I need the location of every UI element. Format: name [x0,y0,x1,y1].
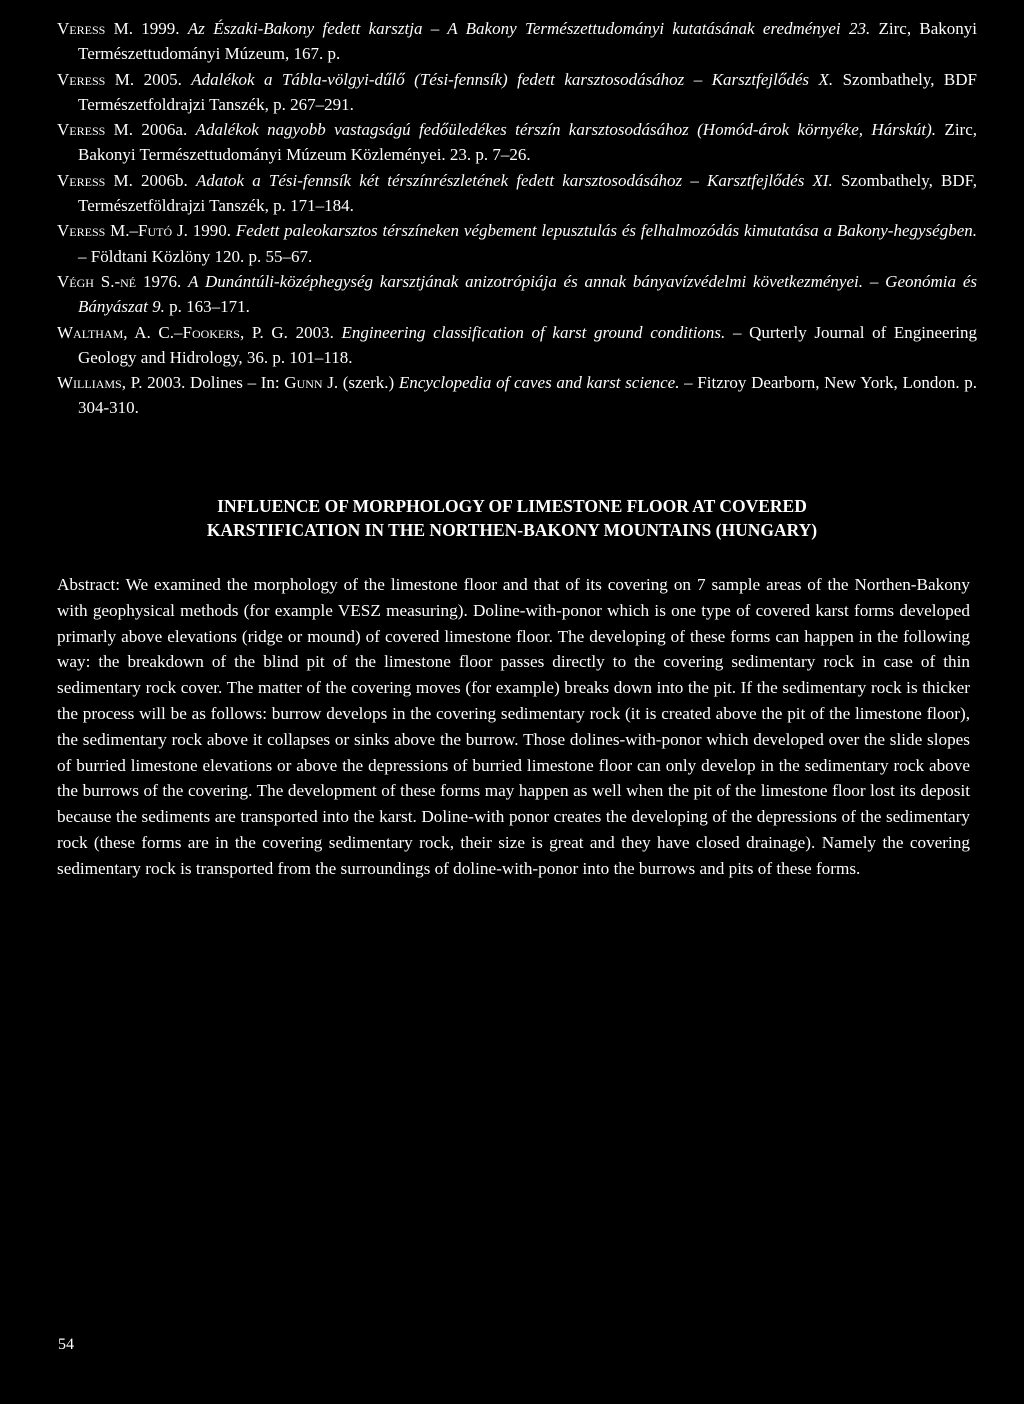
reference-authors: Veress M.–Futó J. [57,221,188,241]
reference-source: Zirc, Bakonyi Természettudományi Múzeum Közleményei. 23. p. 7–26. [78,120,977,165]
reference-source: – Földtani Közlöny 120. p. 55–67. [78,246,313,266]
reference-item [57,67,977,118]
reference-editor-note: (szerk.) [338,373,399,393]
reference-item [57,218,977,269]
reference-year: 1999. [132,19,188,38]
reference-authors: Waltham, A. C.–Fookers, P. G. [57,322,288,342]
reference-item [57,16,977,67]
reference-year: 1976. [136,271,189,291]
page-number: 54 [58,1336,74,1353]
reference-year: 1990. [187,221,236,241]
reference-item [57,168,977,219]
reference-authors: Veress M. [57,120,134,140]
abstract-paragraph: Abstract: We examined the morphology of the limestone floor and that of its covering on 7 sample areas of the Northen-Bakony with geophysical methods (for example VESZ measuring). Doline-with-ponor which is one type of covered karst forms developed primarly above elevations (ridge or mound) of covered limestone floor. The developing of these forms can happen in the following way: the breakdown of the blind pit of the limestone floor passes directly to the covering sedimentary rock in case of thin sedimentary rock cover. The matter of the covering moves (for example) breaks down into the pit. If the sedimentary rock is thicker the process will be as follows: burrow develops in the covering sedimentary rock (it is created above the pit of the limestone floor), the sedimentary rock above it collapses or sinks above the burrow. Those dolines-with-ponor which developed over the slide slopes of burried limestone elevations or above the depressions of burried limestone floor can only develop in the sedimentary rock above the burrows of the covering. The development of these forms may happen as well when the pit of the limestone floor lost its deposit because the sediments are transported into the karst. Doline-with ponor creates the developing of the depressions of the sedimentary rock (these forms are in the covering sedimentary rock, their size is great and they have closed drainage). Namely the covering sedimentary rock is transported from the surroundings of doline-with-ponor into the burrows and pits of these forms. [57,575,970,878]
reference-title: Adalékok a Tábla-völgyi-dűlő (Tési-fennsík) fedett karsztosodásához – Karsztfejlődés X. [191,69,834,89]
reference-year: 2003. Dolines – In: [142,373,285,393]
reference-source: Szombathely, BDF Természetfoldrajzi Tanszék, p. 267–291. [78,69,978,114]
reference-source: – Qurterly Journal of Engineering Geology and Hidrology, 36. p. 101–118. [78,322,977,367]
reference-source: – Fitzroy Dearborn, New York, London. p. 304-310. [78,373,978,418]
reference-authors: Veress M. [57,170,133,190]
reference-year: 2003. [287,322,342,342]
reference-title: Adatok a Tési-fennsík két térszínrészletének fedett karsztosodásához – Karsztfejlődés XI. [195,170,833,190]
reference-authors: Végh S.-né [57,271,137,291]
reference-title: Fedett paleokarsztos térszíneken végbement lepusztulás és felhalmozódás kimutatása a Bakony-hegységben. [235,221,978,241]
reference-authors: Veress M. [57,19,133,38]
reference-list [57,16,977,421]
reference-title: Az Északi-Bakony fedett karsztja – A Bakony Természettudományi kutatásának eredményei 23. [187,19,871,38]
reference-year: 2006b. [132,170,196,190]
article-heading: INFLUENCE OF MORPHOLOGY OF LIMESTONE FLOOR AT COVERED KARSTIFICATION IN THE NORTHEN-BAKONY MOUNTAINS (HUNGARY) [206,496,818,540]
reference-source: Zirc, Bakonyi Természettudományi Múzeum, 167. p. [78,19,978,64]
reference-authors: Veress M. [57,69,135,89]
reference-title: Encyclopedia of caves and karst science. [398,373,680,393]
reference-item [57,117,977,168]
reference-source: p. 163–171. [164,297,250,317]
reference-editor: Gunn J. [284,373,339,393]
reference-source: Szombathely, BDF, Természetföldrajzi Tanszék, p. 171–184. [78,170,977,216]
reference-item [57,370,977,421]
reference-item [57,269,977,320]
reference-title: A Dunántúli-középhegység karsztjának anizotrópiája és annak bányavízvédelmi következményei. – Geonómia és Bányászat 9. [78,271,977,317]
reference-year: 2005. [134,69,192,89]
reference-title: Adalékok nagyobb vastagságú fedőüledékes térszín karsztosodásához (Homód-árok környéke, Hárskút). [195,120,937,140]
reference-authors: Williams, P. [57,373,143,393]
reference-item [57,320,977,371]
reference-year: 2006a. [133,120,196,140]
reference-title: Engineering classification of karst ground conditions. [341,322,726,342]
